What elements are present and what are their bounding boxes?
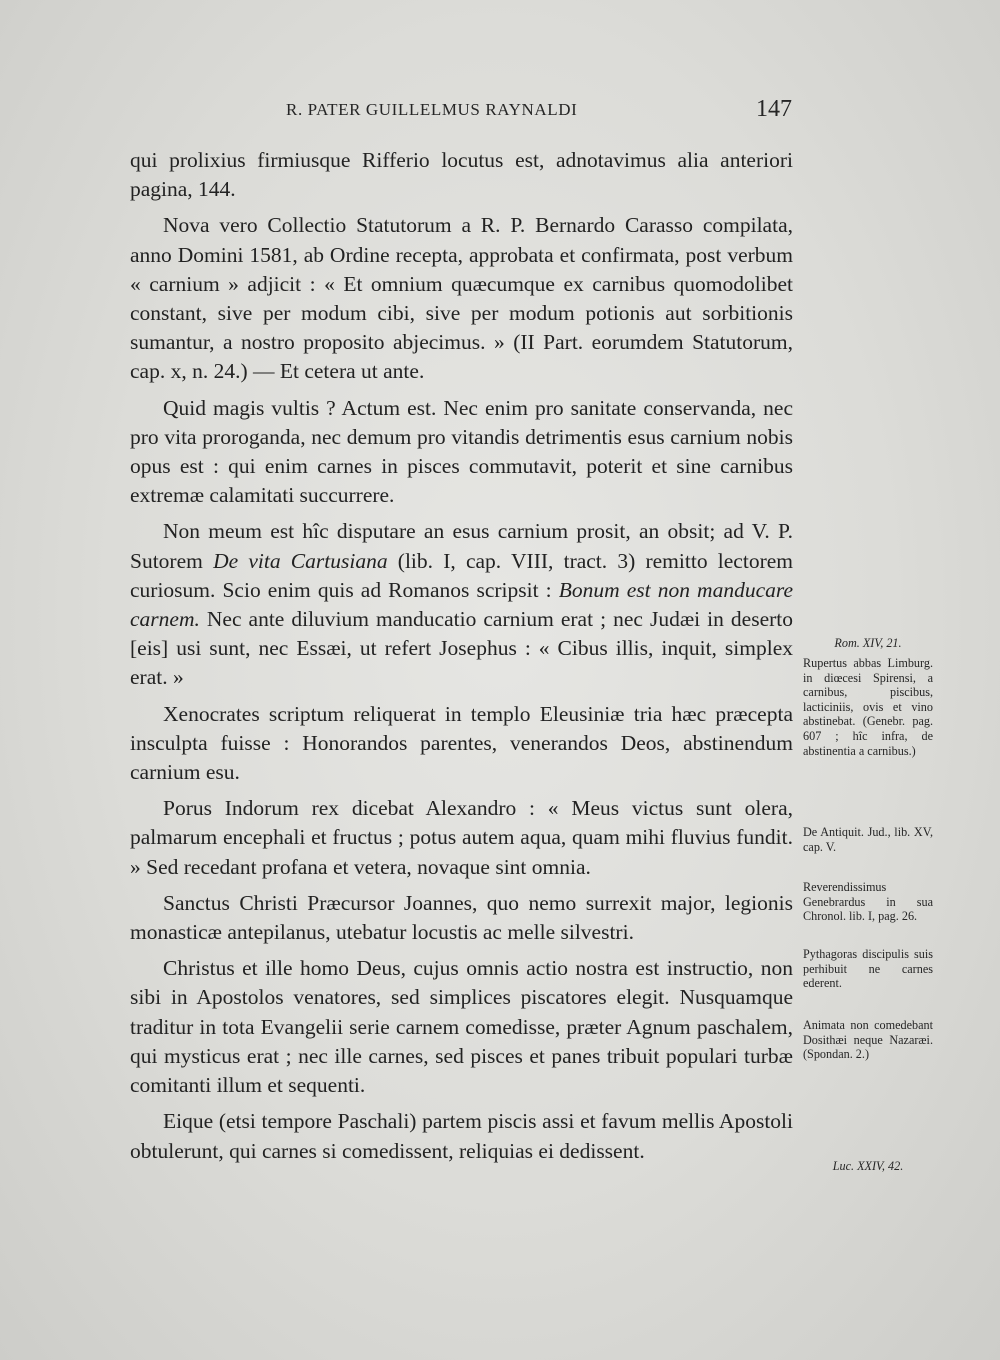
text-run: Non meum est hîc disputare an esus carnium prosit, an obsit; ad V. P. Sutorem <box>130 519 793 573</box>
paragraph <box>130 146 793 204</box>
text-run: Porus Indorum rex dicebat Alexandro : « Meus victus sunt olera, palmarum encephali et fructus ; potus autem aqua, quam mihi fluvius fundit. » Sed recedant profana et vetera, novaque sint omnia. <box>130 796 793 879</box>
margin-note-luc: Luc. XXIV, 42. <box>832 1159 904 1173</box>
main-text-column <box>130 146 793 1173</box>
text-run: qui prolixius firmiusque Rifferio locutus est, adnotavimus alia anteriori pagina, 144. <box>130 148 793 202</box>
italic-title: De vita Cartusiana <box>213 548 388 573</box>
text-run: Christus et ille homo Deus, cujus omnis actio nostra est instructio, non sibi in Apostolos venatores, sed simplices piscatores elegit. Nusquamque traditur in tota Evangelii serie carnem comedisse, præter Agnum paschalem, qui mysticus erat ; nec ille carnes, sed pisces et panes tribuit populari turbæ comitanti illum et sequenti. <box>130 956 793 1098</box>
running-title: R. PATER GUILLELMUS RAYNALDI <box>286 100 578 119</box>
text-run: Sanctus Christi Præcursor Joannes, quo nemo surrexit major, legionis monasticæ antepilanus, utebatur locustis ac melle silvestri. <box>130 890 793 945</box>
text-run: Eique (etsi tempore Paschali) partem piscis assi et favum mellis Apostoli obtulerunt, qui carnes si comedissent, reliquias ei dedissent. <box>130 1109 793 1163</box>
paragraph <box>130 889 793 947</box>
margin-note-genebrardus: Reverendissimus Genebrardus in sua Chronol. lib. I, pag. 26. <box>803 880 933 924</box>
margin-note-antiquit: De Antiquit. Jud., lib. XV, cap. V. <box>803 825 933 854</box>
text-run: Xenocrates scriptum reliquerat in templo Eleusiniæ tria hæc præcepta insculpta fuisse : Honorandos parentes, venerandos Deos, abstinendum carnium esu. <box>130 701 793 785</box>
paragraph <box>130 700 793 788</box>
italic-title: Bonum est non manducare carnem. <box>130 577 793 632</box>
text-run: Quid magis vultis ? Actum est. Nec enim pro sanitate conservanda, nec pro vita proroganda, nec demum pro vitandis detrimentis esus carnium nobis opus est : qui enim carnes in pisces commutavit, poterit et sine carnibus extremæ calamitati succurrere. <box>130 395 793 508</box>
text-run: Nova vero Collectio Statutorum a R. P. Bernardo Carasso compilata, anno Domini 1581, ab Ordine recepta, approbata et confirmata, post verbum « carnium » adjicit : « Et omnium quæcumque ex carnibus quomodolibet constant, sive per modum cibi, sive per modum potionis aut sorbitionis sumantur, a nostro proposito abjecimus. » (II Part. eorumdem Statutorum, cap. x, n. 24.) — Et cetera ut ante. <box>130 213 793 384</box>
margin-note-animata: Animata non comedebant Dosithæi neque Nazaræi. (Spondan. 2.) <box>803 1018 933 1062</box>
page-number: 147 <box>756 96 792 122</box>
paragraph <box>130 1107 793 1165</box>
paragraph <box>130 211 793 386</box>
page-header <box>286 96 792 126</box>
text-run: Nec ante diluvium manducatio carnium erat ; nec Judæi in deserto [eis] usi sunt, nec Essæi, ut refert Josephus : « Cibus illis, inquit, simplex erat. » <box>130 607 793 690</box>
margin-note-pythagoras: Pythagoras discipulis suis perhibuit ne carnes ederent. <box>803 947 933 991</box>
margin-note-rom: Rom. XIV, 21. <box>834 636 902 650</box>
text-run: (lib. I, cap. VIII, tract. 3) remitto lectorem curiosum. Scio enim quis ad Romanos scripsit : <box>130 548 793 602</box>
paragraph <box>130 394 793 511</box>
paragraph <box>130 794 793 882</box>
paragraph <box>130 954 793 1100</box>
margin-note-rupertus: Rupertus abbas Limburg. in diœcesi Spirensi, a carnibus, piscibus, lacticiniis, ovis et vino abstinebat. (Genebr. pag. 607 ; hîc infra, de abstinentia a carnibus.) <box>803 656 933 758</box>
paragraph <box>130 517 793 692</box>
